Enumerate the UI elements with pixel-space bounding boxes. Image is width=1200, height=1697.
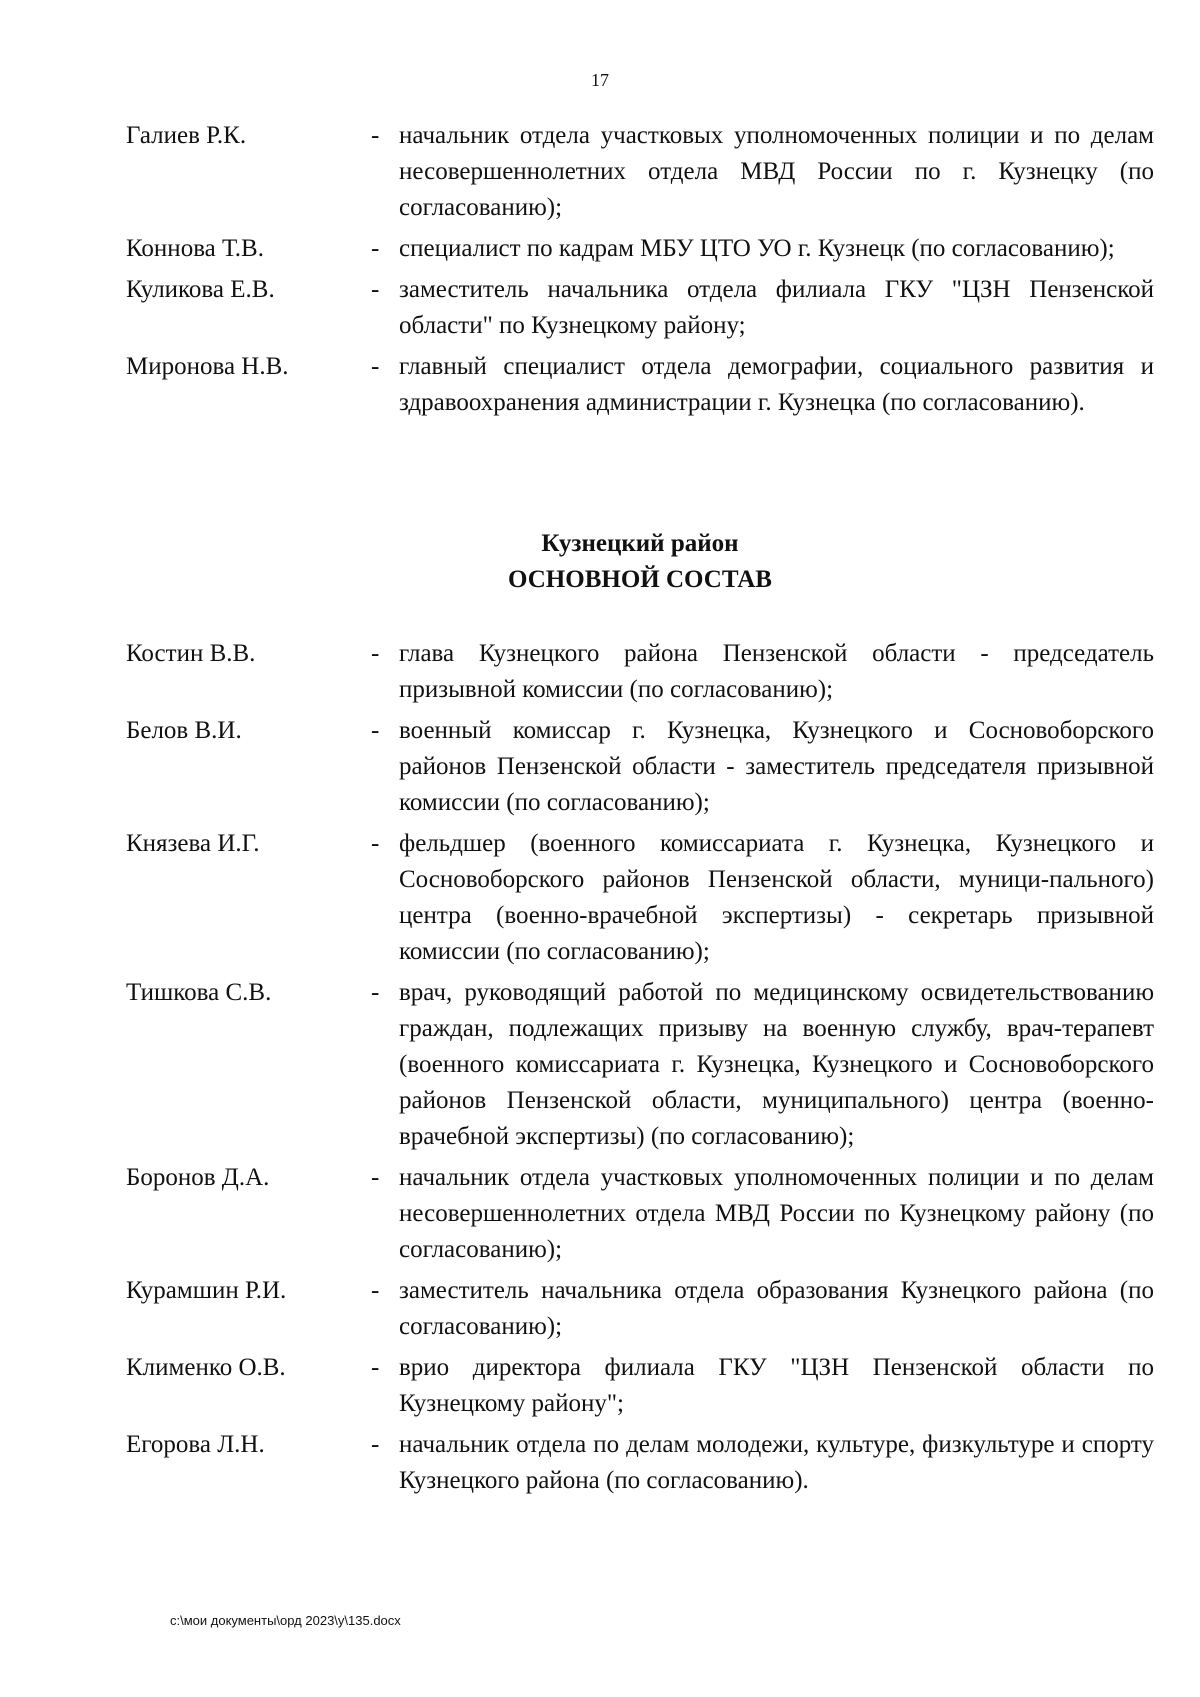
member-role: заместитель начальника отдела образования Кузнецкого района (по согласованию);	[399, 1277, 1154, 1340]
separator-dash: -	[371, 1277, 380, 1304]
member-role: глава Кузнецкого района Пензенской области - председатель призывной комиссии (по согласованию);	[399, 640, 1154, 703]
separator-dash: -	[371, 640, 380, 667]
member-name: Егорова Л.Н.	[126, 1431, 265, 1458]
separator-dash: -	[371, 717, 380, 744]
member-role: заместитель начальника отдела филиала ГКУ "ЦЗН Пензенской области" по Кузнецкому району;	[399, 276, 1154, 339]
member-name: Тишкова С.В.	[126, 979, 272, 1006]
member-name: Белов В.И.	[126, 717, 242, 744]
member-entry	[126, 231, 1154, 267]
member-role: врач, руководящий работой по медицинскому освидетельствованию граждан, подлежащих призыву на военную службу, врач-терапевт (военного комиссариата г. Кузнецка, Кузнецкого и Сосновоборского районов Пензенской области, муниципального) центра (военно-врачебной экспертизы) (по согласованию);	[399, 979, 1154, 1150]
member-entry	[126, 1273, 1154, 1345]
separator-dash: -	[371, 830, 380, 857]
page-number: 17	[591, 70, 609, 90]
member-entry	[126, 118, 1154, 226]
member-name: Галиев Р.К.	[126, 122, 247, 149]
separator-dash: -	[371, 235, 380, 262]
member-role: начальник отдела по делам молодежи, культуре, физкультуре и спорту Кузнецкого района (по согласованию).	[399, 1431, 1154, 1494]
member-entry	[126, 1427, 1154, 1499]
section-title-heading: ОСНОВНОЙ СОСТАВ	[508, 566, 772, 593]
footer-file-path: c:\мои документы\орд 2023\у\135.docx	[170, 1613, 401, 1628]
member-role: врио директора филиала ГКУ "ЦЗН Пензенской области по Кузнецкому району";	[399, 1354, 1154, 1417]
member-entry	[126, 1160, 1154, 1268]
member-name: Коннова Т.В.	[126, 235, 264, 262]
section-district-heading: Кузнецкий район	[541, 530, 739, 557]
member-entry	[126, 975, 1154, 1155]
member-name: Костин В.В.	[126, 640, 256, 667]
member-entry	[126, 636, 1154, 708]
member-role: специалист по кадрам МБУ ЦТО УО г. Кузнецк (по согласованию);	[399, 235, 1115, 262]
separator-dash: -	[371, 276, 380, 303]
member-name: Куликова Е.В.	[126, 276, 275, 303]
member-entry	[126, 713, 1154, 821]
separator-dash: -	[371, 979, 380, 1006]
main-member-list	[126, 636, 1154, 1504]
member-name: Курамшин Р.И.	[126, 1277, 287, 1304]
member-role: начальник отдела участковых уполномоченных полиции и по делам несовершеннолетних отдела МВД России по Кузнецкому району (по согласованию);	[399, 1164, 1154, 1263]
member-name: Боронов Д.А.	[126, 1164, 270, 1191]
member-entry	[126, 826, 1154, 970]
member-role: фельдшер (военного комиссариата г. Кузнецка, Кузнецкого и Сосновоборского районов Пензенской области, муници-пального) центра (военно-врачебной экспертизы) - секретарь призывной комиссии (по согласованию);	[399, 830, 1154, 965]
separator-dash: -	[371, 353, 380, 380]
member-role: начальник отдела участковых уполномоченных полиции и по делам несовершеннолетних отдела МВД России по г. Кузнецку (по согласованию);	[399, 122, 1154, 221]
separator-dash: -	[371, 1164, 380, 1191]
member-name: Клименко О.В.	[126, 1354, 286, 1381]
separator-dash: -	[371, 122, 380, 149]
separator-dash: -	[371, 1431, 380, 1458]
member-name: Князева И.Г.	[126, 830, 260, 857]
separator-dash: -	[371, 1354, 380, 1381]
member-entry	[126, 272, 1154, 344]
member-role: главный специалист отдела демографии, социального развития и здравоохранения администрации г. Кузнецка (по согласованию).	[399, 353, 1154, 416]
member-entry	[126, 1350, 1154, 1422]
member-role: военный комиссар г. Кузнецка, Кузнецкого и Сосновоборского районов Пензенской области - заместитель председателя призывной комиссии (по согласованию);	[399, 717, 1154, 816]
top-member-list	[126, 118, 1154, 426]
member-name: Миронова Н.В.	[126, 353, 289, 380]
member-entry	[126, 349, 1154, 421]
